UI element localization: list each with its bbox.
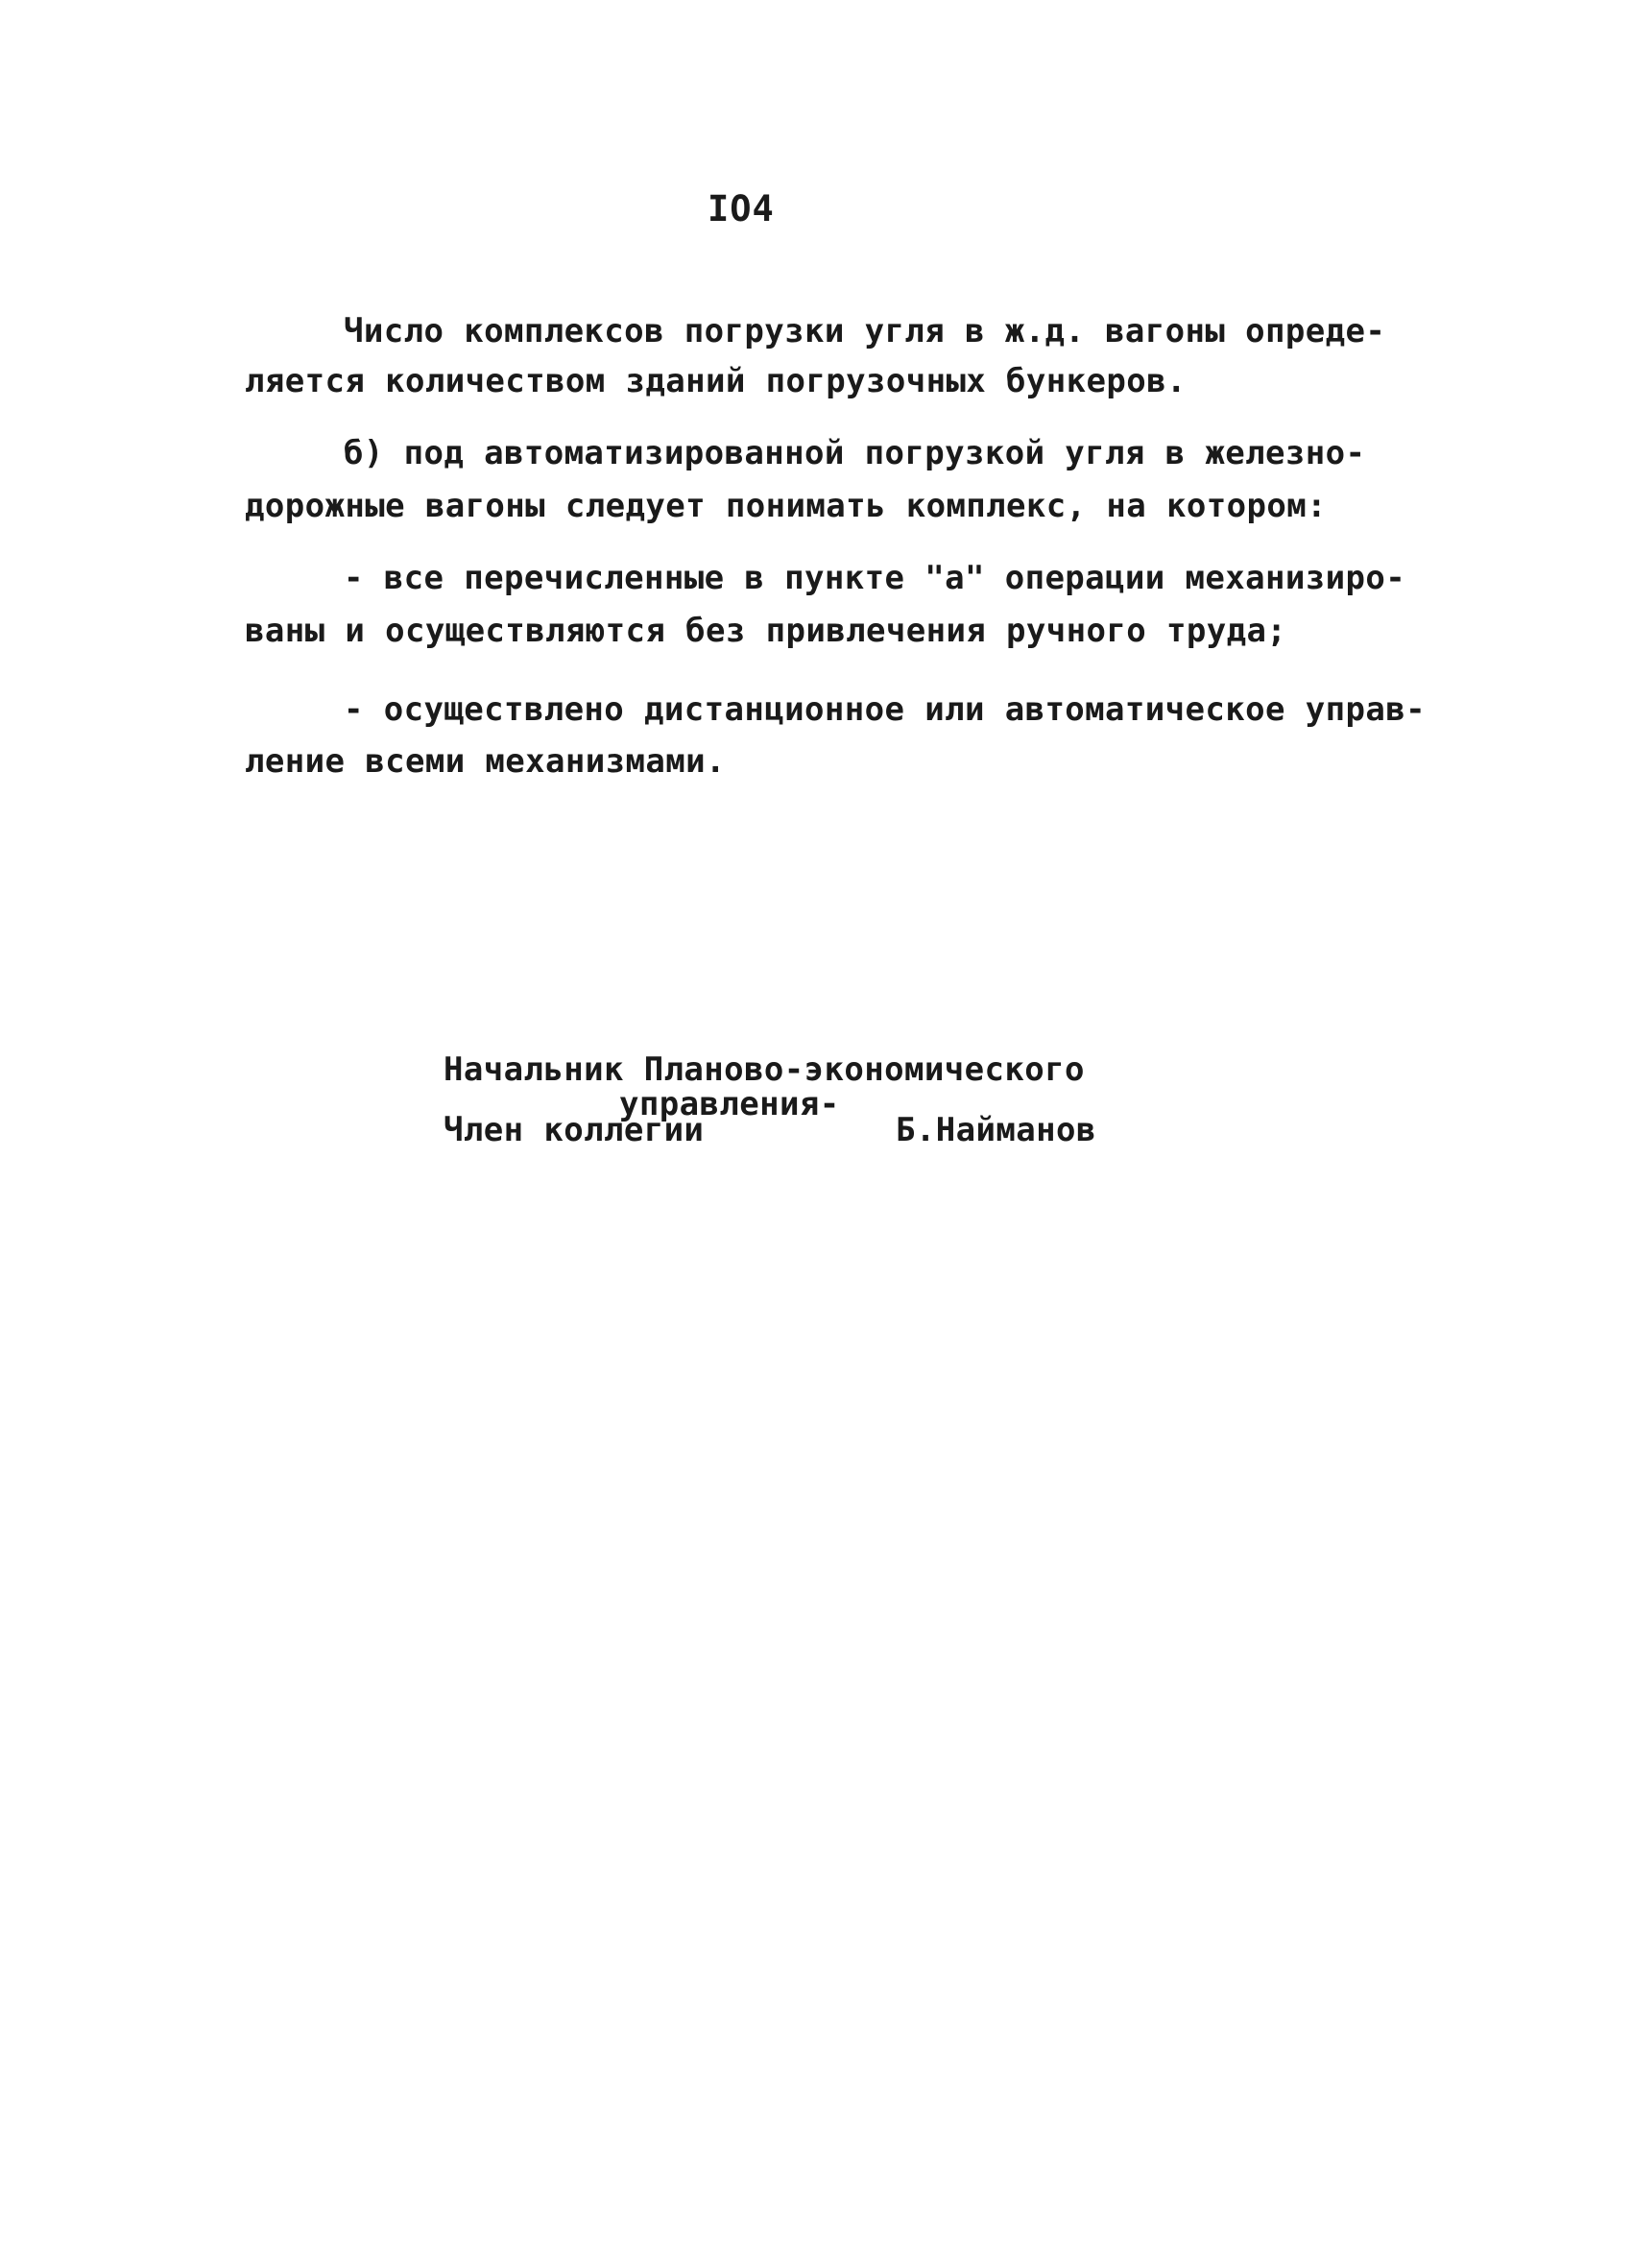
paragraph-1-line-2: ляется количеством зданий погрузочных бункеров. — [245, 362, 1187, 400]
paragraph-3-line-2: ваны и осуществляются без привлечения ручного труда; — [245, 612, 1287, 650]
paragraph-4-line-1: - осуществлено дистанционное или автоматическое управ- — [344, 690, 1426, 729]
paragraph-2-line-1: б) под автоматизированной погрузкой угля в железно- — [344, 434, 1366, 472]
paragraph-4-line-2: ление всеми механизмами. — [245, 742, 726, 781]
signature-title-line-2: управления- — [619, 1085, 840, 1123]
paragraph-3-line-1: - все перечисленные в пункте "а" операции механизиро- — [344, 559, 1406, 597]
paragraph-2-line-2: дорожные вагоны следует понимать комплекс, на котором: — [245, 487, 1327, 525]
signatory-name: Б.Найманов — [896, 1111, 1096, 1149]
paragraph-1-line-1: Число комплексов погрузки угля в ж.д. вагоны опреде- — [344, 312, 1386, 350]
signature-title-line-3: Член коллегии — [444, 1111, 705, 1149]
page-number: IO4 — [708, 188, 775, 229]
signature-title-line-1: Начальник Планово-экономического — [444, 1050, 1085, 1089]
